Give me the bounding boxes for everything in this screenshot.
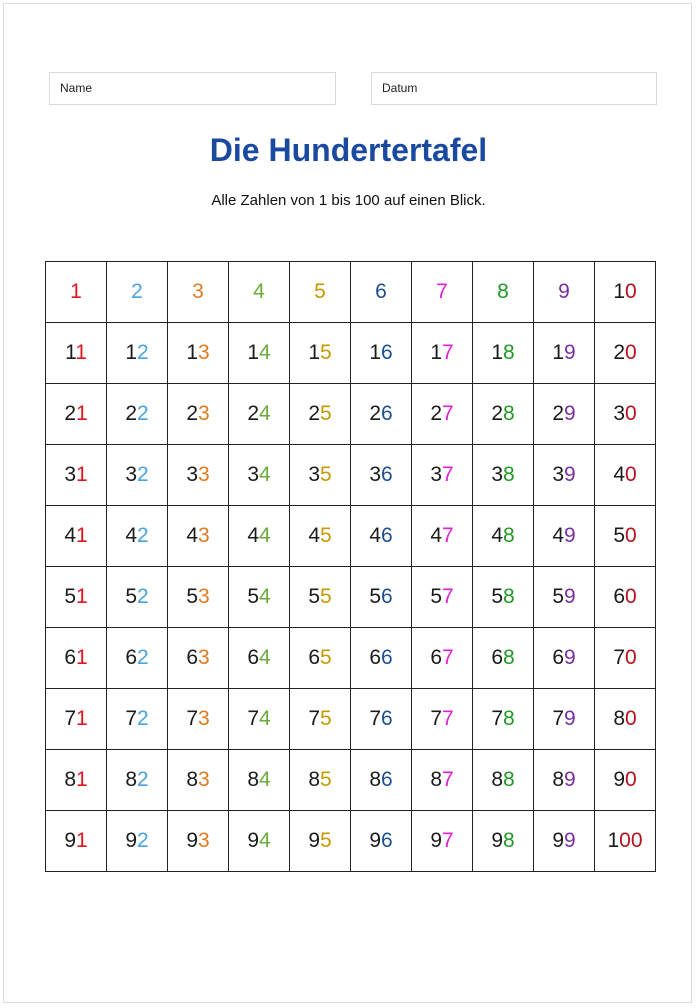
number-cell-50: 50 [595, 506, 656, 567]
name-field-label: Name [60, 81, 93, 95]
number-cell-60: 60 [595, 567, 656, 628]
number-cell-94: 94 [229, 811, 290, 872]
number-cell-34: 34 [229, 445, 290, 506]
number-cell-91: 91 [46, 811, 107, 872]
table-row [46, 689, 656, 750]
page-title: Die Hundertertafel [209, 132, 488, 168]
table-row [46, 506, 656, 567]
number-cell-23: 23 [168, 384, 229, 445]
number-cell-29: 29 [534, 384, 595, 445]
number-cell-62: 62 [107, 628, 168, 689]
page-subtitle: Alle Zahlen von 1 bis 100 auf einen Blick. [211, 192, 486, 209]
table-row [46, 628, 656, 689]
number-cell-18: 18 [473, 323, 534, 384]
number-cell-99: 99 [534, 811, 595, 872]
number-cell-80: 80 [595, 689, 656, 750]
table-row [46, 323, 656, 384]
number-cell-67: 67 [412, 628, 473, 689]
number-cell-71: 71 [46, 689, 107, 750]
number-cell-84: 84 [229, 750, 290, 811]
number-cell-51: 51 [46, 567, 107, 628]
number-cell-19: 19 [534, 323, 595, 384]
number-cell-43: 43 [168, 506, 229, 567]
hundred-chart-table [45, 261, 656, 872]
number-cell-78: 78 [473, 689, 534, 750]
number-cell-8: 8 [473, 262, 534, 323]
number-cell-48: 48 [473, 506, 534, 567]
date-field[interactable] [371, 72, 657, 105]
number-cell-37: 37 [412, 445, 473, 506]
name-field[interactable] [49, 72, 336, 105]
table-row [46, 445, 656, 506]
number-cell-9: 9 [534, 262, 595, 323]
number-cell-31: 31 [46, 445, 107, 506]
number-cell-73: 73 [168, 689, 229, 750]
number-cell-39: 39 [534, 445, 595, 506]
number-cell-92: 92 [107, 811, 168, 872]
table-row [46, 750, 656, 811]
number-cell-77: 77 [412, 689, 473, 750]
number-cell-97: 97 [412, 811, 473, 872]
table-row [46, 262, 656, 323]
number-cell-17: 17 [412, 323, 473, 384]
number-cell-25: 25 [290, 384, 351, 445]
number-cell-35: 35 [290, 445, 351, 506]
number-cell-14: 14 [229, 323, 290, 384]
number-cell-33: 33 [168, 445, 229, 506]
number-cell-10: 10 [595, 262, 656, 323]
number-cell-3: 3 [168, 262, 229, 323]
number-cell-59: 59 [534, 567, 595, 628]
number-cell-82: 82 [107, 750, 168, 811]
number-cell-63: 63 [168, 628, 229, 689]
date-field-label: Datum [382, 81, 418, 95]
table-row [46, 811, 656, 872]
number-cell-65: 65 [290, 628, 351, 689]
table-row [46, 384, 656, 445]
number-cell-58: 58 [473, 567, 534, 628]
number-cell-47: 47 [412, 506, 473, 567]
number-cell-42: 42 [107, 506, 168, 567]
number-cell-85: 85 [290, 750, 351, 811]
number-cell-100: 100 [595, 811, 656, 872]
table-row [46, 567, 656, 628]
number-cell-57: 57 [412, 567, 473, 628]
number-cell-74: 74 [229, 689, 290, 750]
number-cell-70: 70 [595, 628, 656, 689]
number-cell-69: 69 [534, 628, 595, 689]
number-cell-22: 22 [107, 384, 168, 445]
number-cell-45: 45 [290, 506, 351, 567]
number-cell-16: 16 [351, 323, 412, 384]
number-cell-87: 87 [412, 750, 473, 811]
number-cell-89: 89 [534, 750, 595, 811]
number-cell-11: 11 [46, 323, 107, 384]
number-cell-28: 28 [473, 384, 534, 445]
number-cell-75: 75 [290, 689, 351, 750]
number-cell-53: 53 [168, 567, 229, 628]
number-cell-95: 95 [290, 811, 351, 872]
number-cell-81: 81 [46, 750, 107, 811]
number-cell-24: 24 [229, 384, 290, 445]
number-cell-4: 4 [229, 262, 290, 323]
number-cell-44: 44 [229, 506, 290, 567]
number-cell-2: 2 [107, 262, 168, 323]
number-cell-93: 93 [168, 811, 229, 872]
number-cell-54: 54 [229, 567, 290, 628]
number-cell-49: 49 [534, 506, 595, 567]
number-cell-56: 56 [351, 567, 412, 628]
number-cell-68: 68 [473, 628, 534, 689]
number-cell-26: 26 [351, 384, 412, 445]
number-cell-40: 40 [595, 445, 656, 506]
number-cell-55: 55 [290, 567, 351, 628]
number-cell-27: 27 [412, 384, 473, 445]
number-cell-61: 61 [46, 628, 107, 689]
number-cell-15: 15 [290, 323, 351, 384]
number-cell-64: 64 [229, 628, 290, 689]
number-cell-83: 83 [168, 750, 229, 811]
number-cell-41: 41 [46, 506, 107, 567]
number-cell-20: 20 [595, 323, 656, 384]
number-cell-79: 79 [534, 689, 595, 750]
number-cell-66: 66 [351, 628, 412, 689]
number-cell-30: 30 [595, 384, 656, 445]
number-cell-86: 86 [351, 750, 412, 811]
number-cell-76: 76 [351, 689, 412, 750]
number-cell-6: 6 [351, 262, 412, 323]
number-cell-46: 46 [351, 506, 412, 567]
number-cell-7: 7 [412, 262, 473, 323]
number-cell-96: 96 [351, 811, 412, 872]
number-cell-32: 32 [107, 445, 168, 506]
number-cell-36: 36 [351, 445, 412, 506]
number-cell-98: 98 [473, 811, 534, 872]
number-cell-5: 5 [290, 262, 351, 323]
number-cell-52: 52 [107, 567, 168, 628]
number-cell-21: 21 [46, 384, 107, 445]
number-cell-88: 88 [473, 750, 534, 811]
number-cell-90: 90 [595, 750, 656, 811]
number-cell-12: 12 [107, 323, 168, 384]
number-cell-38: 38 [473, 445, 534, 506]
number-cell-1: 1 [46, 262, 107, 323]
number-cell-13: 13 [168, 323, 229, 384]
number-cell-72: 72 [107, 689, 168, 750]
